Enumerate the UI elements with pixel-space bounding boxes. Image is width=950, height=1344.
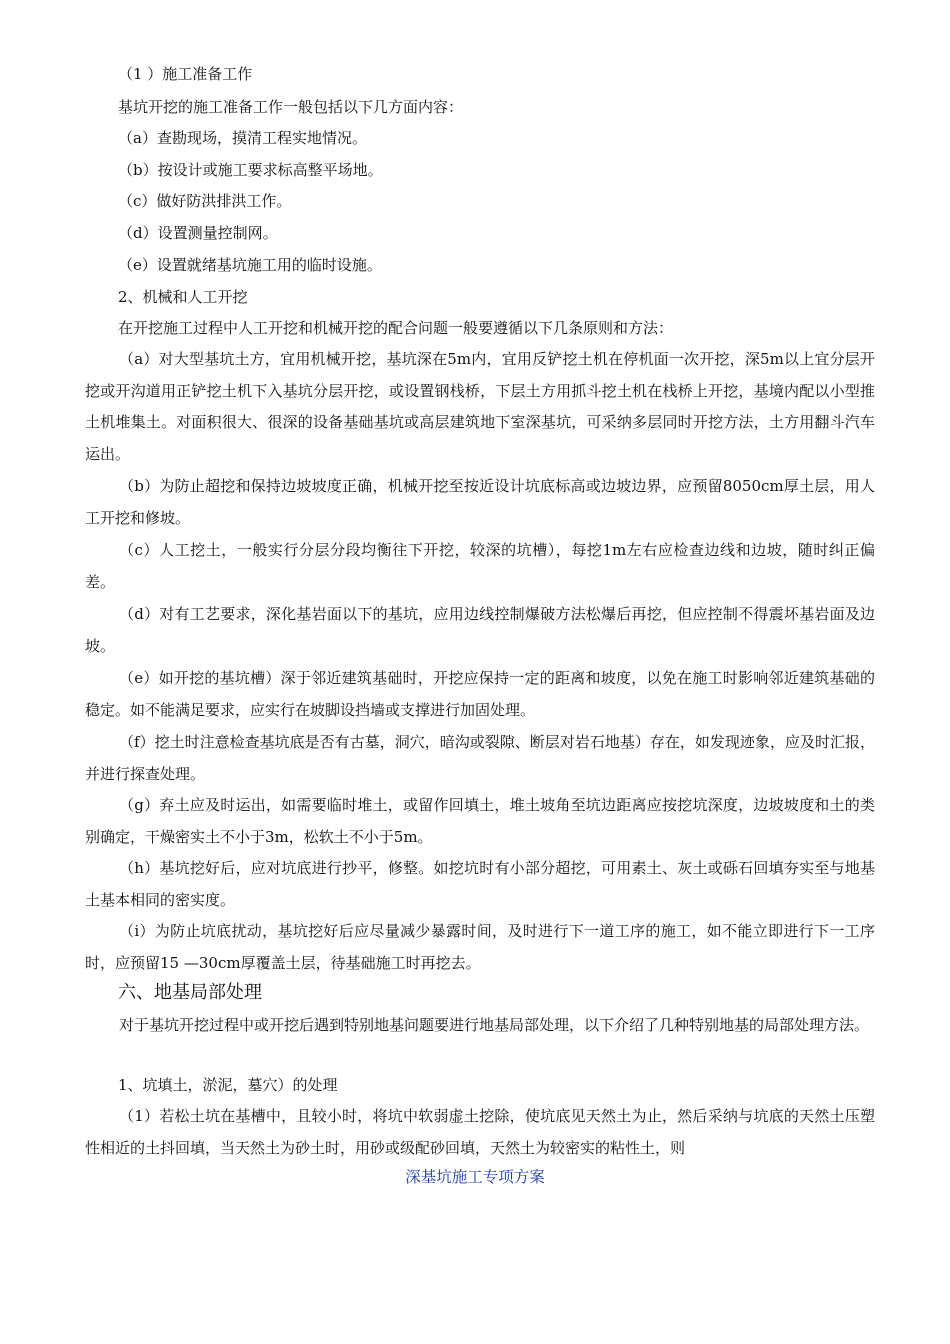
page-footer: 深基坑施工专项方案	[405, 1168, 545, 1186]
paragraph: （a）对大型基坑土方，宜用机械开挖，基坑深在5m内，宜用反铲挖土机在停机面一次开挖，深5m以上宜分层开挖或开沟道用正铲挖土机下入基坑分层开挖，或设置钢栈桥，下层土方用抓斗挖土机在栈桥上开挖，基境内配以小型推土机堆集土。对面积很大、很深的设备基础基坑或高层建筑地下室深基坑，可采纳多层同时开挖方法，土方用翻斗汽车运出。	[85, 350, 875, 463]
paragraph: 在开挖施工过程中人工开挖和机械开挖的配合问题一般要遵循以下几条原则和方法：	[118, 319, 674, 337]
paragraph: 基坑开挖的施工准备工作一般包括以下几方面内容：	[118, 98, 464, 116]
paragraph: 对于基坑开挖过程中或开挖后遇到特别地基问题要进行地基局部处理，以下介绍了几种特别地基的局部处理方法。	[119, 1016, 870, 1034]
list-item: （a）查勘现场，摸清工程实地情况。	[118, 129, 367, 147]
list-item: （e）设置就绪基坑施工用的临时设施。	[118, 256, 382, 274]
paragraph: （c）人工挖土，一般实行分层分段均衡往下开挖，较深的坑槽），每挖1m左右应检查边线和边坡，随时纠正偏差。	[85, 541, 875, 591]
paragraph: （1）若松土坑在基槽中，且较小时，将坑中软弱虚土挖除，使坑底见天然土为止，然后采纳与坑底的天然土压塑性相近的土抖回填，当天然土为砂土时，用砂或级配砂回填，天然土为较密实的粘性土，则	[85, 1107, 875, 1157]
list-item: （b）按设计或施工要求标高整平场地。	[118, 161, 383, 179]
subsection-title: 2、机械和人工开挖	[118, 288, 248, 306]
paragraph: （b）为防止超挖和保持边坡坡度正确，机械开挖至按近设计坑底标高或边坡边界，应预留8050cm厚土层，用人工开挖和修坡。	[85, 477, 875, 527]
paragraph: （d）对有工艺要求，深化基岩面以下的基坑，应用边线控制爆破方法松爆后再挖，但应控制不得震坏基岩面及边坡。	[85, 605, 875, 655]
paragraph: （g）弃土应及时运出，如需要临时堆土，或留作回填土，堆土坡角至坑边距离应按挖坑深度，边坡坡度和土的类别确定，干燥密实土不小于3m，松软土不小于5m。	[85, 796, 875, 846]
list-item: （d）设置测量控制网。	[118, 224, 278, 242]
list-item: （c）做好防洪排洪工作。	[118, 192, 292, 210]
paragraph: （f）挖土时注意检查基坑底是否有古墓，洞穴，暗沟或裂隙、断层对岩石地基）存在，如发现迹象，应及时汇报，并进行探查处理。	[85, 733, 875, 783]
subsection-title: 1、坑填土，淤泥，墓穴）的处理	[118, 1076, 338, 1094]
section-heading: 六、地基局部处理	[118, 982, 262, 1003]
subsection-title: （1 ）施工准备工作	[118, 65, 253, 83]
paragraph: （e）如开挖的基坑槽）深于邻近建筑基础时，开挖应保持一定的距离和坡度，以免在施工时影响邻近建筑基础的稳定。如不能满足要求，应实行在坡脚设挡墙或支撑进行加固处理。	[85, 669, 875, 719]
paragraph: （i）为防止坑底扰动，基坑挖好后应尽量减少暴露时间，及时进行下一道工序的施工，如不能立即进行下一工序时，应预留15 —30cm厚覆盖土层，待基础施工时再挖去。	[85, 922, 875, 972]
paragraph: （h）基坑挖好后，应对坑底进行抄平，修整。如挖坑时有小部分超挖，可用素土、灰土或砾石回填夯实至与地基土基本相同的密实度。	[85, 859, 875, 909]
